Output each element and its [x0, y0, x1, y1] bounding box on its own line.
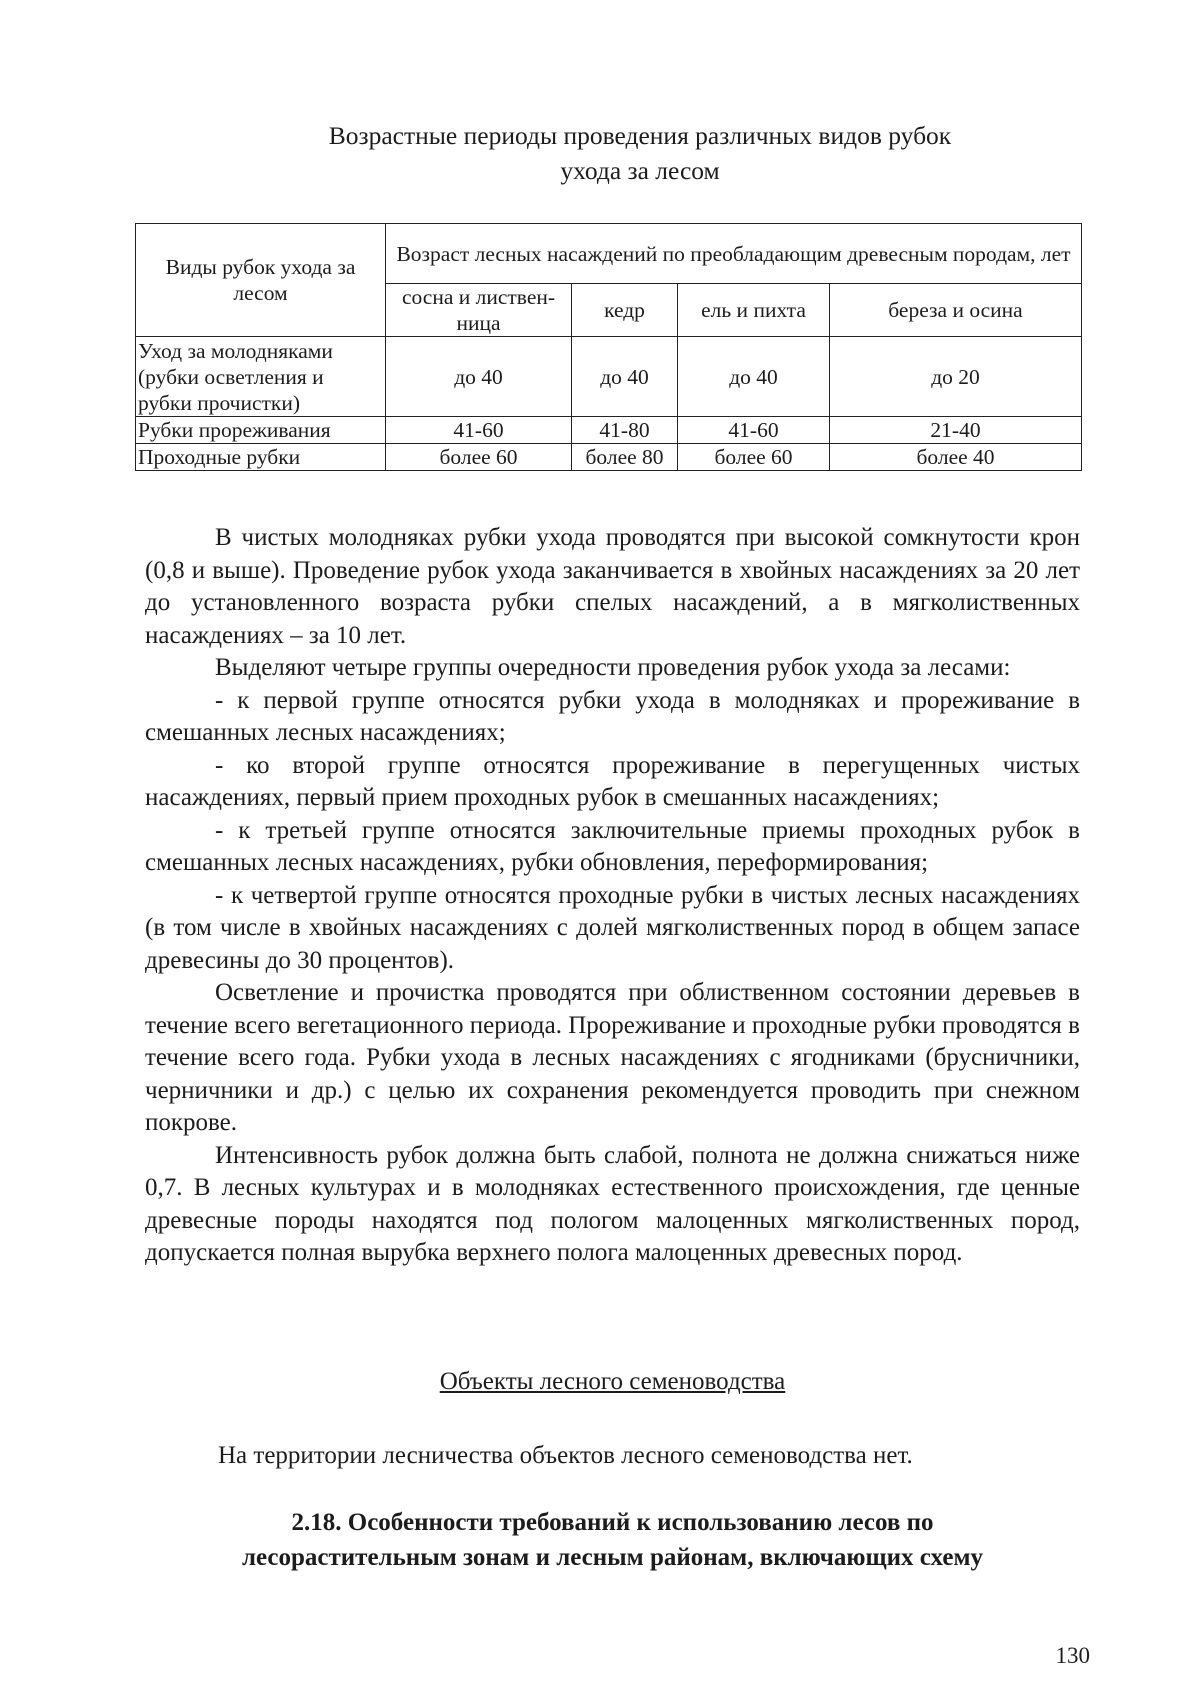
section-heading: [145, 1505, 1080, 1575]
table-cell: 41-80: [572, 417, 678, 444]
page-number: 130: [1055, 1643, 1090, 1668]
paragraph: Осветление и прочистка проводятся при облиственном состоянии деревьев в течение всего вегетационного периода. Прореживание и проходные рубки проводятся в течение всего года. Рубки ухода в лесных насаждениях с ягодниками (брусничники, черничники и др.) с целью их сохранения рекомендуется проводить при снежном покрове.: [145, 979, 1080, 1136]
table-cell: более 60: [678, 444, 830, 471]
paragraph: Выделяют четыре группы очередности проведения рубок ухода за лесами:: [215, 654, 1011, 681]
list-item: - к четвертой группе относятся проходные рубки в чистых лесных насаждениях (в том числе в хвойных насаждениях с долей мягколиственных пород в общем запасе древесины до 30 процентов).: [145, 881, 1080, 974]
column-header: кедр: [572, 284, 678, 337]
table-title-line-1: Возрастные периоды проведения различных видов рубок: [328, 121, 952, 150]
seed-objects-note: На территории лесничества объектов лесного семеноводства нет.: [218, 1442, 913, 1469]
table-row: [136, 337, 1082, 417]
list-item: - ко второй группе относятся прореживание в перегущенных чистых насаждениях, первый прием проходных рубок в смешанных насаждениях;: [145, 751, 1080, 811]
column-header: сосна и листвен-ница: [386, 284, 572, 337]
table-row: [136, 444, 1082, 471]
paragraph: Интенсивность рубок должна быть слабой, полнота не должна снижаться ниже 0,7. В лесных культурах и в молодняках естественного происхождения, где ценные древесные породы находятся под пологом малоценных мягколиственных пород, допускается полная вырубка верхнего полога малоценных древесных пород.: [145, 1141, 1080, 1266]
column-header: береза и осина: [830, 284, 1082, 337]
row-header-cell: Виды рубок ухода за лесом: [136, 224, 386, 337]
row-label: Рубки прореживания: [136, 417, 386, 444]
body-text: [145, 522, 1080, 1270]
table-cell: до 40: [678, 337, 830, 417]
table-cell: более 80: [572, 444, 678, 471]
cutting-age-table: [135, 223, 1082, 471]
paragraph: В чистых молодняках рубки ухода проводятся при высокой сомкнутости крон (0,8 и выше). Проведение рубок ухода заканчивается в хвойных насаждениях за 20 лет до установленного возраста рубки спелых насаждений, а в мягколиственных насаждениях – за 10 лет.: [145, 524, 1080, 649]
table-cell: до 40: [572, 337, 678, 417]
section-heading-line-1: 2.18. Особенности требований к использованию лесов по: [291, 1509, 934, 1536]
subheading: Объекты лесного семеноводства: [439, 1368, 786, 1395]
table-cell: более 60: [386, 444, 572, 471]
table-title-line-2: ухода за лесом: [560, 156, 720, 185]
table-cell: более 40: [830, 444, 1082, 471]
table-cell: до 20: [830, 337, 1082, 417]
section-heading-line-2: лесорастительным зонам и лесным районам, включающих схему: [241, 1544, 984, 1571]
list-item: - к третьей группе относятся заключительные приемы проходных рубок в смешанных лесных насаждениях, рубки обновления, переформирования;: [145, 816, 1080, 876]
table-cell: 41-60: [678, 417, 830, 444]
table-title: [200, 118, 1080, 188]
table-cell: до 40: [386, 337, 572, 417]
table-row: [136, 417, 1082, 444]
table-cell: 41-60: [386, 417, 572, 444]
table-cell: 21-40: [830, 417, 1082, 444]
row-label: Уход за молодняками (рубки осветления и рубки прочистки): [136, 337, 386, 417]
list-item: - к первой группе относятся рубки ухода в молодняках и прореживание в смешанных лесных насаждениях;: [145, 686, 1080, 746]
column-header: ель и пихта: [678, 284, 830, 337]
row-label: Проходные рубки: [136, 444, 386, 471]
group-header-cell: Возраст лесных насаждений по преобладающим древесным породам, лет: [386, 224, 1082, 284]
